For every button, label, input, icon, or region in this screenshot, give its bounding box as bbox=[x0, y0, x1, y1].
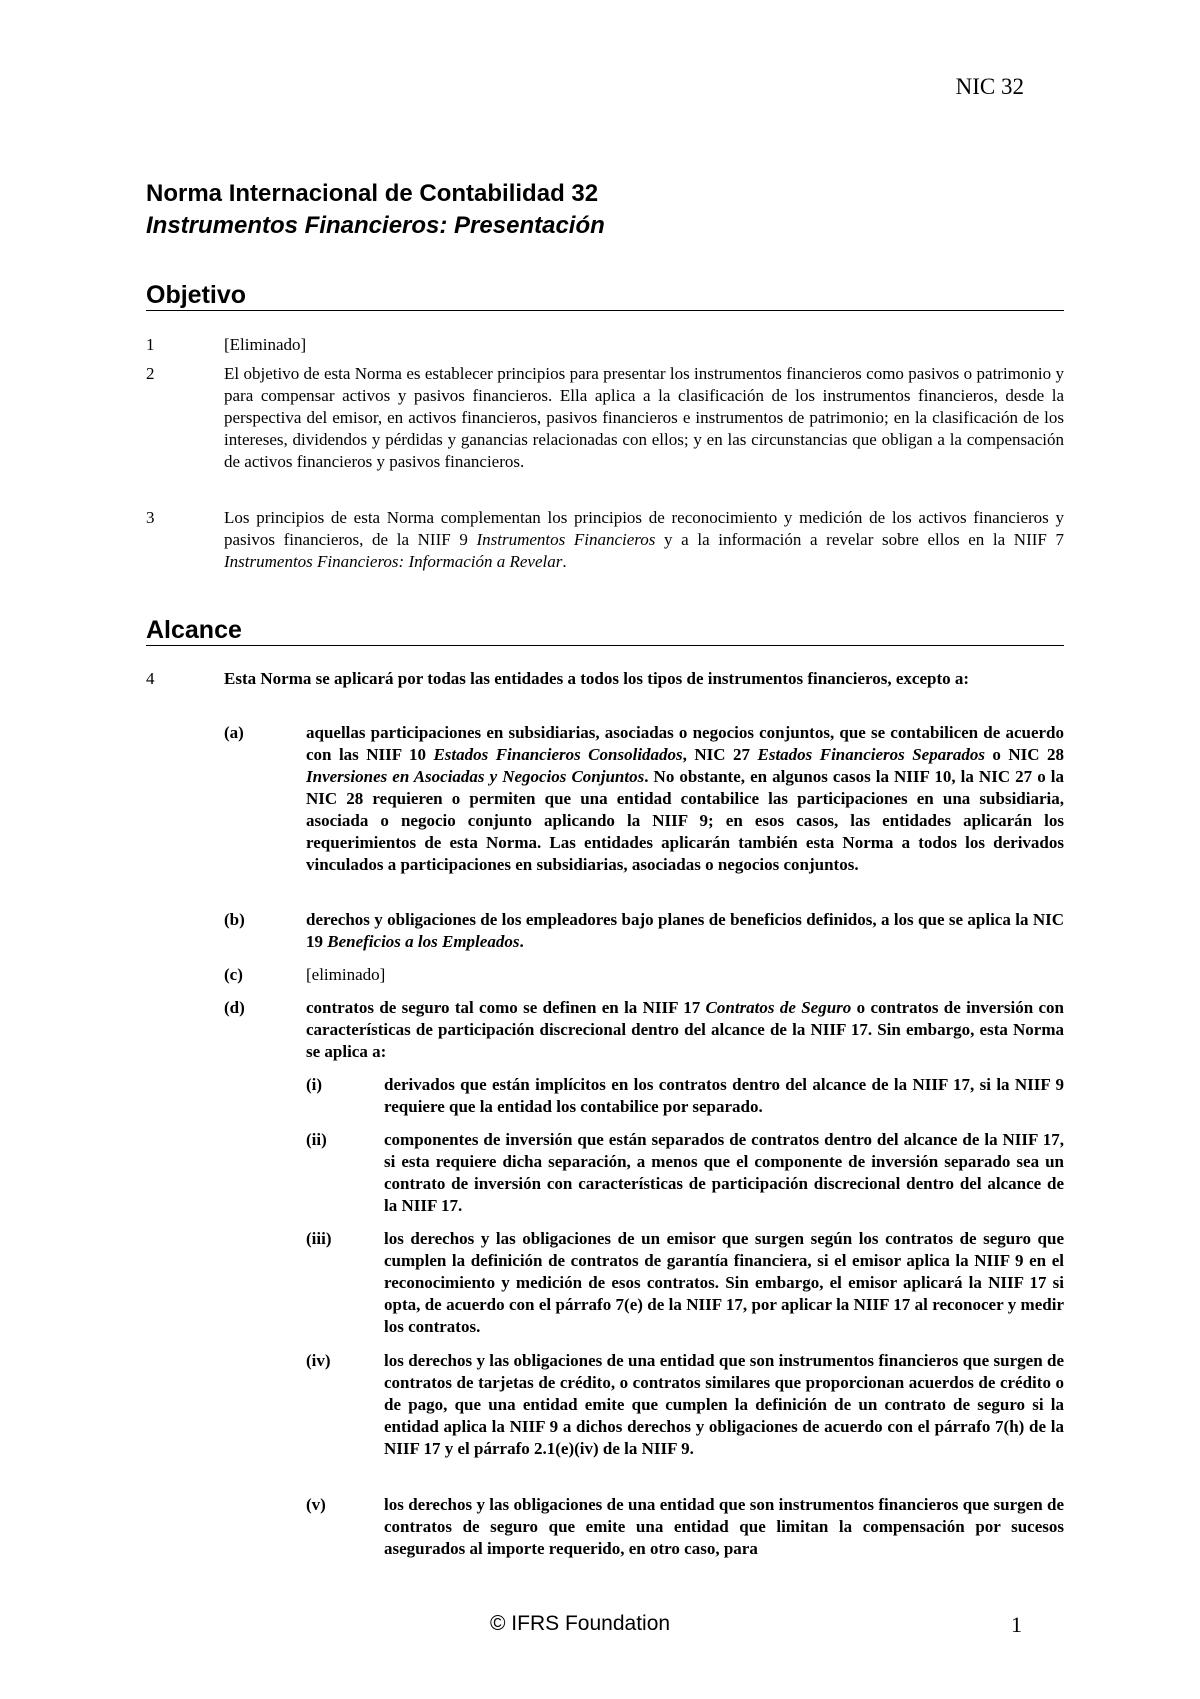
paragraph-1 bbox=[146, 334, 1064, 356]
item-text: los derechos y las obligaciones de un emisor que surgen según los contratos de seguro que cumplen la definición de contratos de garantía financiera, si el emisor aplica la NIIF 9 en el reconocimiento y medición de esos contratos. Sin embargo, el emisor aplicará la NIIF 17 si opta, de acuerdo con el párrafo 7(e) de la NIIF 17, por aplicar la NIIF 17 al reconocer y medir los contratos. bbox=[384, 1229, 1064, 1336]
scope-item-c bbox=[224, 964, 1064, 986]
item-label: (a) bbox=[224, 723, 244, 742]
scope-subitem-iv bbox=[306, 1350, 1064, 1460]
scope-subitem-i bbox=[306, 1074, 1064, 1118]
standard-code: NIC 32 bbox=[955, 74, 1024, 99]
item-text: derechos y obligaciones de los empleadores bajo planes de beneficios definidos, a los que se aplica la NIC 19 Beneficios a los Empleados. bbox=[306, 910, 1064, 951]
paragraph-number: 2 bbox=[146, 364, 155, 383]
section-heading-objetivo: Objetivo bbox=[146, 280, 1064, 311]
scope-item-a bbox=[224, 722, 1064, 876]
item-label: (ii) bbox=[306, 1130, 327, 1149]
item-text: aquellas participaciones en subsidiarias, asociadas o negocios conjuntos, que se contabilicen de acuerdo con las NIIF 10 Estados Financieros Consolidados, NIC 27 Estados Financieros Separados o NIC 28 Inversiones en Asociadas y Negocios Conjuntos. No obstante, en algunos casos la NIIF 10, la NIC 27 o la NIC 28 requieren o permiten que una entidad contabilice las participaciones en una subsidiaria, asociada o negocio conjunto aplicando la NIIF 9; en esos casos, las entidades aplicarán los requerimientos de esta Norma. Las entidades aplicarán también esta Norma a todos los derivados vinculados a participaciones en subsidiarias, asociadas o negocios conjuntos. bbox=[306, 723, 1065, 874]
item-text: [eliminado] bbox=[306, 965, 386, 984]
item-text: los derechos y las obligaciones de una entidad que son instrumentos financieros que surgen de contratos de seguro que emite una entidad que limitan la compensación por sucesos asegurados al importe requerido, en otro caso, para bbox=[384, 1495, 1064, 1558]
item-label: (d) bbox=[224, 998, 245, 1017]
item-text: contratos de seguro tal como se definen en la NIIF 17 Contratos de Seguro o contratos de inversión con características de participación discrecional dentro del alcance de la NIIF 17. Sin embargo, esta Norma se aplica a: bbox=[306, 998, 1064, 1061]
paragraph-text: El objetivo de esta Norma es establecer principios para presentar los instrumentos financieros como pasivos o patrimonio y para compensar activos y pasivos financieros. Ella aplica a la clasificación de los instrumentos financieros, desde la perspectiva del emisor, en activos financieros, pasivos financieros e instrumentos de patrimonio; en la clasificación de los intereses, dividendos y pérdidas y ganancias relacionadas con ellos; y en las circunstancias que obligan a la compensación de activos financieros y pasivos financieros. bbox=[224, 364, 1064, 471]
item-label: (b) bbox=[224, 910, 245, 929]
title-line-1: Norma Internacional de Contabilidad 32 bbox=[146, 180, 599, 207]
item-label: (i) bbox=[306, 1075, 323, 1094]
item-text: componentes de inversión que están separados de contratos dentro del alcance de la NIIF 17, si esta requiere dicha separación, a menos que el componente de inversión separado sea un contrato de inversión con características de participación discrecional dentro del alcance de la NIIF 17. bbox=[384, 1130, 1064, 1215]
scope-subitem-v bbox=[306, 1494, 1064, 1560]
paragraph-number: 4 bbox=[146, 669, 155, 688]
item-text: los derechos y las obligaciones de una entidad que son instrumentos financieros que surgen de contratos de tarjetas de crédito, o contratos similares que proporcionan acuerdos de crédito o de pago, que una entidad emite que cumplen la definición de un contrato de seguro si la entidad aplica la NIIF 9 a dichos derechos y obligaciones de acuerdo con el párrafo 7(h) de la NIIF 17 y el párrafo 2.1(e)(iv) de la NIIF 9. bbox=[384, 1351, 1064, 1458]
paragraph-number: 1 bbox=[146, 335, 155, 354]
paragraph-4 bbox=[146, 668, 1064, 690]
document-title bbox=[146, 178, 1066, 242]
standard-title-ref: Instrumentos Financieros: Información a Revelar bbox=[224, 552, 563, 571]
footer-copyright: © IFRS Foundation bbox=[490, 1612, 671, 1635]
scope-subitem-ii bbox=[306, 1129, 1064, 1217]
paragraph-number: 3 bbox=[146, 508, 155, 527]
title-line-2: Instrumentos Financieros: Presentación bbox=[146, 212, 605, 239]
standard-title-ref: Instrumentos Financieros bbox=[476, 530, 656, 549]
page-number: 1 bbox=[1011, 1612, 1022, 1637]
item-label: (c) bbox=[224, 965, 243, 984]
item-text: derivados que están implícitos en los contratos dentro del alcance de la NIIF 17, si la NIIF 9 requiere que la entidad los contabilice por separado. bbox=[384, 1075, 1064, 1116]
paragraph-3 bbox=[146, 507, 1064, 573]
paragraph-text: Esta Norma se aplicará por todas las entidades a todos los tipos de instrumentos financieros, excepto a: bbox=[224, 669, 970, 688]
paragraph-text: [Eliminado] bbox=[224, 335, 307, 354]
item-label: (iv) bbox=[306, 1351, 331, 1370]
scope-item-d bbox=[224, 997, 1064, 1063]
scope-item-b bbox=[224, 909, 1064, 953]
paragraph-2 bbox=[146, 363, 1064, 473]
section-heading-alcance: Alcance bbox=[146, 615, 1064, 646]
paragraph-text: Los principios de esta Norma complementan los principios de reconocimiento y medición de los activos financieros y pasivos financieros, de la NIIF 9 Instrumentos Financieros y a la información a revelar sobre ellos en la NIIF 7 Instrumentos Financieros: Información a Revelar. bbox=[224, 508, 1064, 571]
item-label: (iii) bbox=[306, 1229, 332, 1248]
scope-subitem-iii bbox=[306, 1228, 1064, 1338]
item-label: (v) bbox=[306, 1495, 326, 1514]
